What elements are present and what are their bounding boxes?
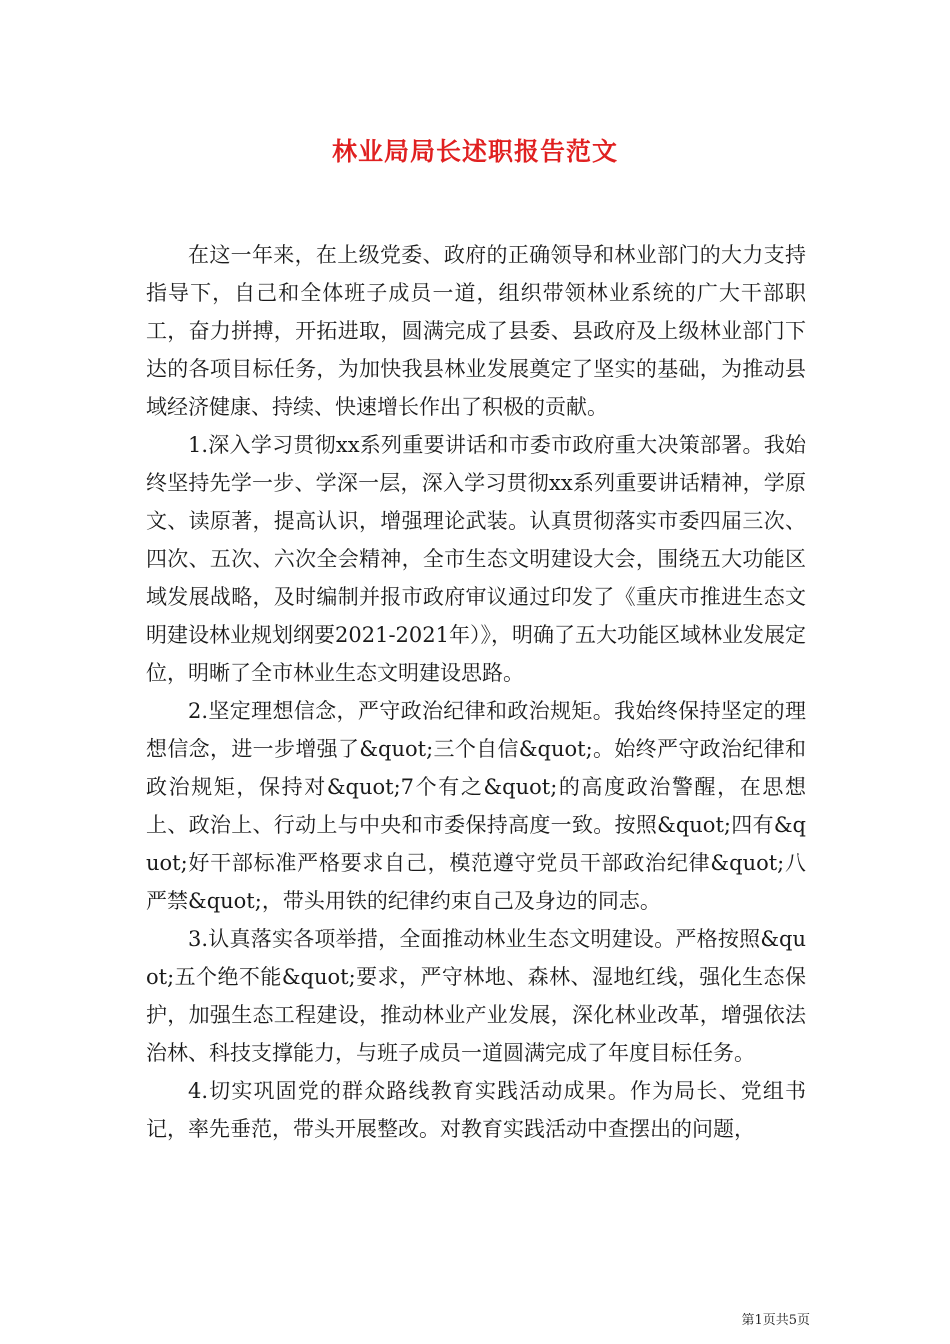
- paragraph-item-3: 3.认真落实各项举措，全面推动林业生态文明建设。严格按照&quot;五个绝不能&quot;要求，严守林地、森林、湿地红线，强化生态保护，加强生态工程建设，推动林业产业发展，深化林业改革，增强依法治林、科技支撑能力，与班子成员一道圆满完成了年度目标任务。: [146, 927, 806, 1065]
- paragraph-item-4: 4.切实巩固党的群众路线教育实践活动成果。作为局长、党组书记，率先垂范，带头开展整改。对教育实践活动中查摆出的问题，: [146, 1079, 806, 1141]
- document-title: 林业局局长述职报告范文: [331, 137, 618, 166]
- paragraph-item-1: 1.深入学习贯彻xx系列重要讲话和市委市政府重大决策部署。我始终坚持先学一步、学深一层，深入学习贯彻xx系列重要讲话精神，学原文、读原著，提高认识，增强理论武装。认真贯彻落实市委四届三次、四次、五次、六次全会精神，全市生态文明建设大会，围绕五大功能区域发展战略，及时编制并报市政府审议通过印发了《重庆市推进生态文明建设林业规划纲要2021-2021年）》，明确了五大功能区域林业发展定位，明晰了全市林业生态文明建设思路。: [146, 433, 806, 685]
- paragraph-item-2: 2.坚定理想信念，严守政治纪律和政治规矩。我始终保持坚定的理想信念，进一步增强了&quot;三个自信&quot;。始终严守政治纪律和政治规矩，保持对&quot;7个有之&quot;的高度政治警醒，在思想上、政治上、行动上与中央和市委保持高度一致。按照&quot;四有&quot;好干部标准严格要求自己，模范遵守党员干部政治纪律&quot;八严禁&quot;，带头用铁的纪律约束自己及身边的同志。: [146, 699, 806, 913]
- paragraph-intro: 在这一年来，在上级党委、政府的正确领导和林业部门的大力支持指导下，自己和全体班子成员一道，组织带领林业系统的广大干部职工，奋力拼搏，开拓进取，圆满完成了县委、县政府及上级林业部门下达的各项目标任务，为加快我县林业发展奠定了坚实的基础，为推动县域经济健康、持续、快速增长作出了积极的贡献。: [146, 243, 806, 419]
- document-body: [146, 236, 806, 1148]
- page-number: 第1页共5页: [741, 1313, 810, 1328]
